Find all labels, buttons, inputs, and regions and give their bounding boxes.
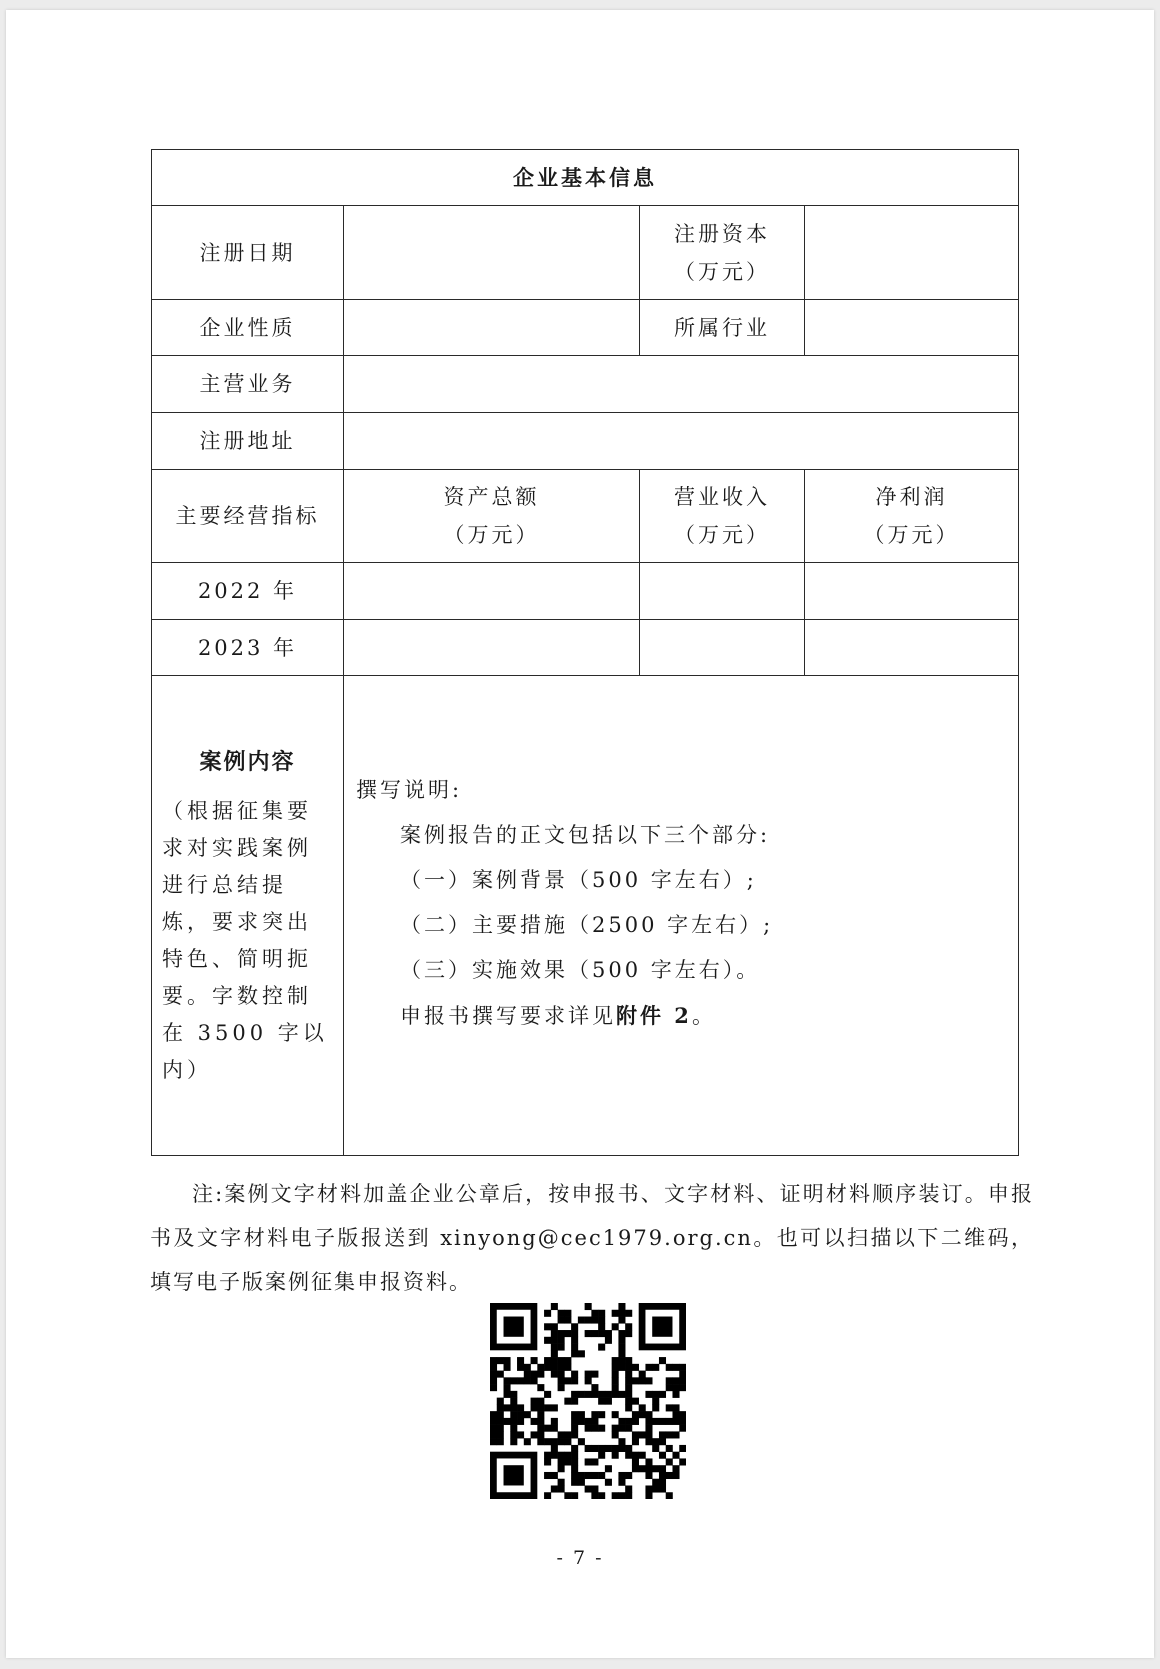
nature-label: 企业性质 bbox=[152, 300, 344, 356]
reg-date-label: 注册日期 bbox=[152, 206, 344, 300]
instructions-line-4: （三）实施效果（500 字左右）。 bbox=[400, 958, 761, 982]
qr-code-icon[interactable] bbox=[490, 1303, 686, 1499]
business-value[interactable] bbox=[344, 356, 1019, 413]
instructions-line-5 bbox=[356, 993, 1018, 1039]
address-label: 注册地址 bbox=[152, 413, 344, 470]
profit-header bbox=[805, 470, 1019, 563]
case-content-value[interactable] bbox=[344, 676, 1019, 1156]
submission-note bbox=[150, 1172, 1034, 1304]
industry-value[interactable] bbox=[805, 300, 1019, 356]
assets-header-line1: 资产总额 bbox=[443, 485, 540, 509]
year-2023-assets[interactable] bbox=[344, 620, 640, 676]
revenue-header-line1: 营业收入 bbox=[674, 485, 770, 509]
note-text: 注:案例文字材料加盖企业公章后，按申报书、文字材料、证明材料顺序装订。申报书及文字材料电子版报送到 xinyong@cec1979.org.cn。也可以扫描以下二维码，填写电子版案例征集申报资料。 bbox=[150, 1182, 1034, 1294]
page-number: - 7 - bbox=[556, 1547, 604, 1569]
reg-date-value[interactable] bbox=[344, 206, 640, 300]
year-2022-label: 2022 年 bbox=[152, 563, 344, 620]
indicators-label: 主要经营指标 bbox=[152, 470, 344, 563]
instructions-line-3: （二）主要措施（2500 字左右）; bbox=[400, 913, 774, 937]
revenue-header bbox=[640, 470, 805, 563]
address-value[interactable] bbox=[344, 413, 1019, 470]
profit-header-line2: （万元） bbox=[863, 523, 960, 547]
year-2023-revenue[interactable] bbox=[640, 620, 805, 676]
case-content-description: （根据征集要求对实践案例进行总结提炼，要求突出特色、简明扼要。字数控制在 3500 字以内） bbox=[162, 798, 328, 1082]
reg-capital-value[interactable] bbox=[805, 206, 1019, 300]
year-2023-label: 2023 年 bbox=[152, 620, 344, 676]
instructions-line-5-text: 申报书撰写要求详见 bbox=[400, 1004, 616, 1028]
year-2023-profit[interactable] bbox=[805, 620, 1019, 676]
instructions-line-5-end: 。 bbox=[691, 1004, 716, 1028]
assets-header bbox=[344, 470, 640, 563]
attachment-reference: 附件 2 bbox=[616, 1003, 692, 1028]
case-content-title: 案例内容 bbox=[199, 748, 296, 775]
case-content-label bbox=[152, 676, 344, 1156]
instructions-line-2: （一）案例背景（500 字左右）; bbox=[400, 868, 757, 892]
year-2022-assets[interactable] bbox=[344, 563, 640, 620]
profit-header-line1: 净利润 bbox=[875, 485, 948, 509]
writing-instructions bbox=[344, 676, 1018, 1039]
assets-header-line2: （万元） bbox=[443, 523, 540, 547]
nature-value[interactable] bbox=[344, 300, 640, 356]
business-label: 主营业务 bbox=[152, 356, 344, 413]
enterprise-info-table bbox=[151, 149, 1019, 1156]
instructions-title: 撰写说明: bbox=[356, 778, 463, 802]
instructions-line-1: 案例报告的正文包括以下三个部分: bbox=[400, 823, 771, 847]
document-page bbox=[6, 10, 1154, 1658]
industry-label: 所属行业 bbox=[640, 300, 805, 356]
table-title: 企业基本信息 bbox=[152, 150, 1019, 206]
revenue-header-line2: （万元） bbox=[674, 523, 770, 547]
year-2022-profit[interactable] bbox=[805, 563, 1019, 620]
year-2022-revenue[interactable] bbox=[640, 563, 805, 620]
reg-capital-label-line1: 注册资本 bbox=[674, 221, 770, 246]
reg-capital-label-line2: （万元） bbox=[674, 259, 770, 284]
reg-capital-label bbox=[640, 206, 805, 300]
